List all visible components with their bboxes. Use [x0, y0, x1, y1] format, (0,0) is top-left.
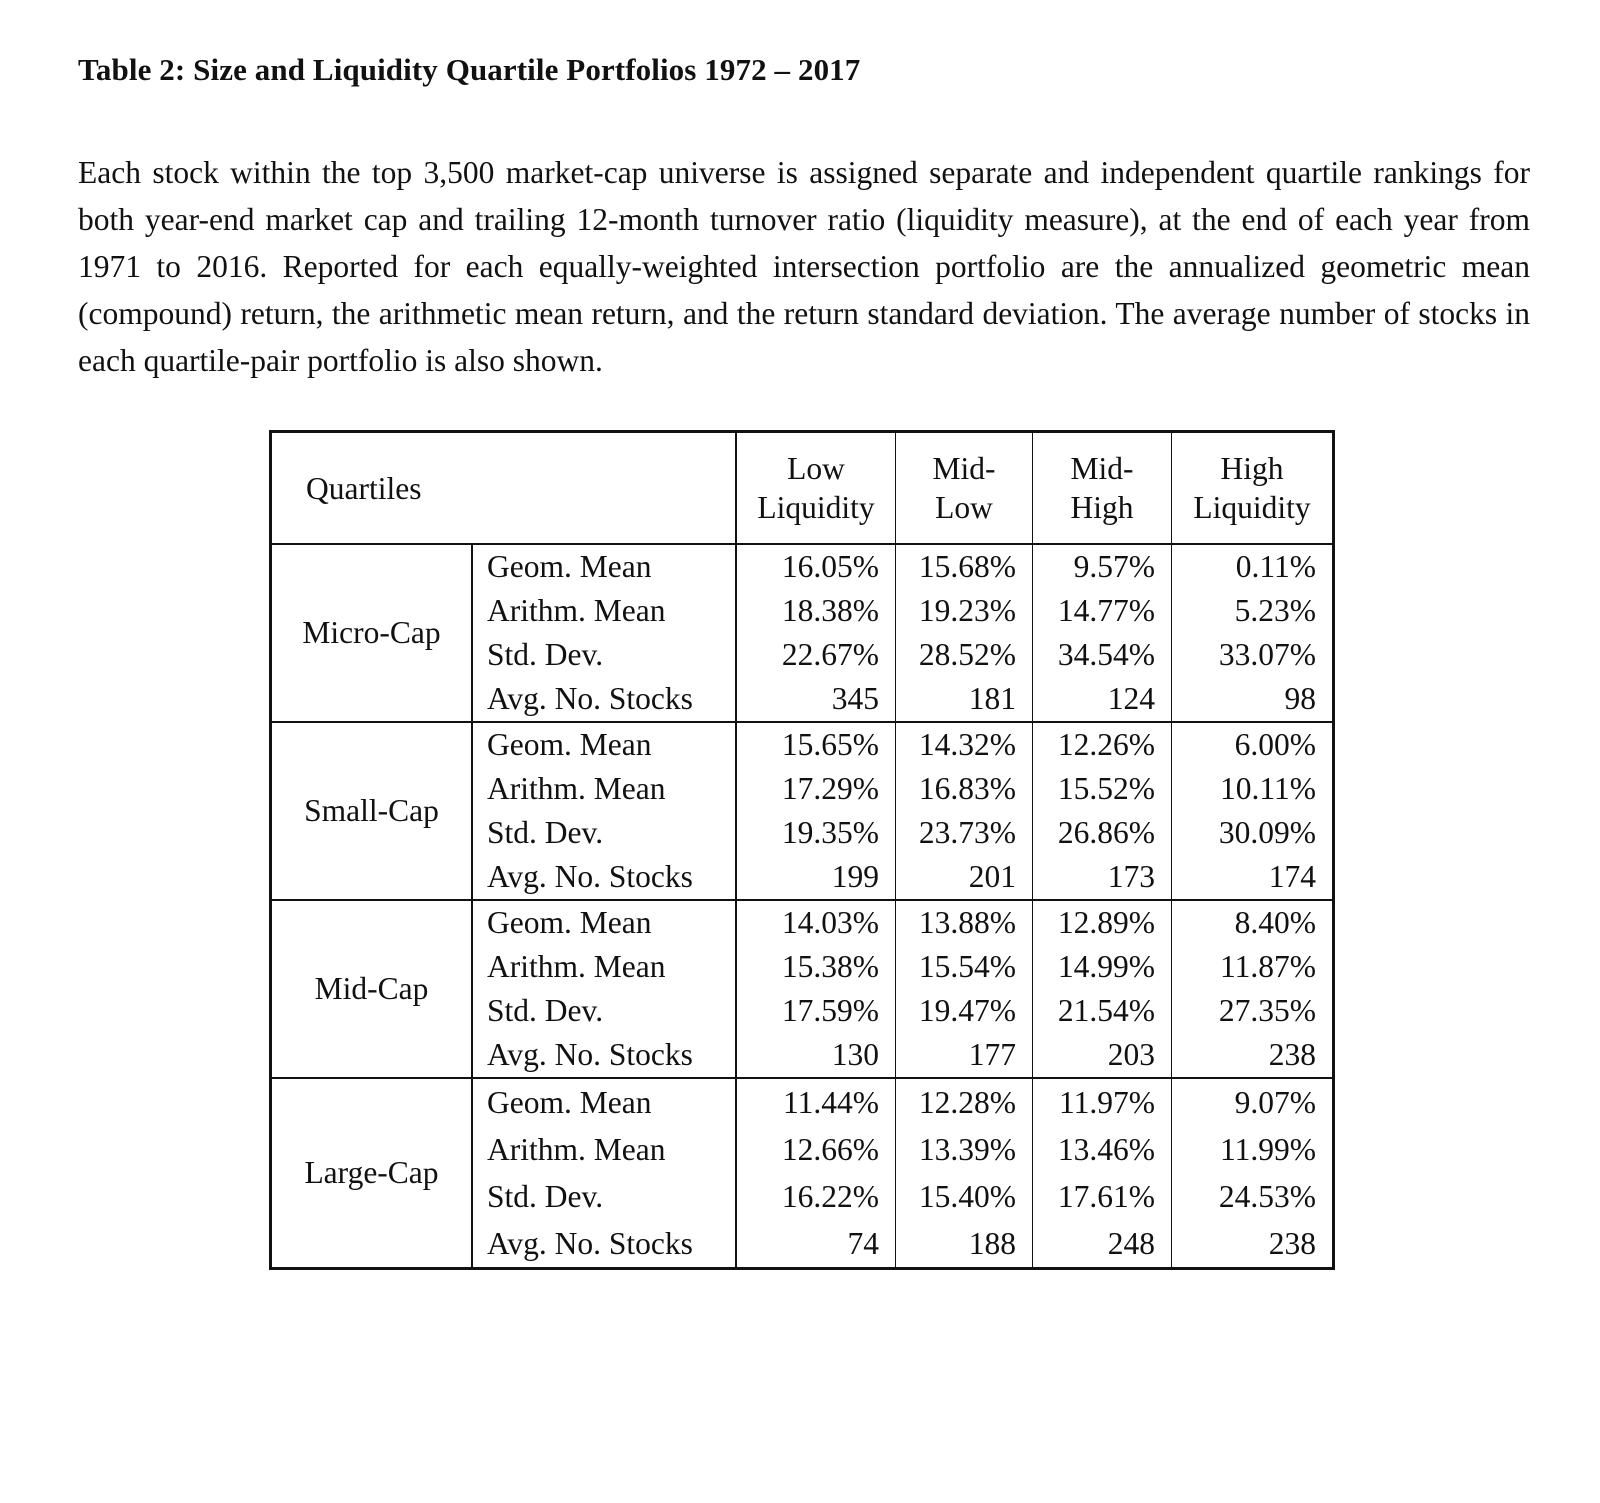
size-quartile-label: Small-Cap: [271, 722, 473, 900]
value-cell: 130: [736, 1033, 896, 1078]
value-cell: 17.61%: [1033, 1173, 1172, 1220]
col-header-line1: Mid-: [932, 451, 996, 486]
value-cell: 12.89%: [1033, 900, 1172, 945]
value-cell: 11.44%: [736, 1078, 896, 1126]
value-cell: 33.07%: [1172, 633, 1334, 677]
value-cell: 15.38%: [736, 945, 896, 989]
value-cell: 174: [1172, 855, 1334, 900]
quartile-table-container: [269, 430, 1335, 1270]
col-header-line2: Liquidity: [757, 490, 875, 525]
table-row: [271, 1078, 1334, 1126]
value-cell: 15.54%: [896, 945, 1033, 989]
value-cell: 74: [736, 1220, 896, 1269]
value-cell: 5.23%: [1172, 589, 1334, 633]
value-cell: 98: [1172, 677, 1334, 722]
value-cell: 17.59%: [736, 989, 896, 1033]
value-cell: 12.66%: [736, 1126, 896, 1173]
col-header-high-liquidity: [1172, 432, 1334, 545]
value-cell: 14.32%: [896, 722, 1033, 767]
col-header-line2: High: [1070, 490, 1134, 525]
value-cell: 22.67%: [736, 633, 896, 677]
size-quartile-label: Large-Cap: [271, 1078, 473, 1269]
quartiles-header-blank: [472, 432, 736, 545]
value-cell: 26.86%: [1033, 811, 1172, 855]
value-cell: 15.40%: [896, 1173, 1033, 1220]
stat-label: Avg. No. Stocks: [472, 855, 736, 900]
value-cell: 34.54%: [1033, 633, 1172, 677]
value-cell: 28.52%: [896, 633, 1033, 677]
stat-label: Arithm. Mean: [472, 589, 736, 633]
value-cell: 21.54%: [1033, 989, 1172, 1033]
value-cell: 201: [896, 855, 1033, 900]
value-cell: 9.57%: [1033, 544, 1172, 589]
table-row: [271, 722, 1334, 767]
col-header-line2: Liquidity: [1193, 490, 1311, 525]
value-cell: 345: [736, 677, 896, 722]
value-cell: 17.29%: [736, 767, 896, 811]
size-quartile-label: Mid-Cap: [271, 900, 473, 1078]
stat-label: Arithm. Mean: [472, 945, 736, 989]
value-cell: 30.09%: [1172, 811, 1334, 855]
value-cell: 173: [1033, 855, 1172, 900]
value-cell: 19.47%: [896, 989, 1033, 1033]
stat-label: Std. Dev.: [472, 633, 736, 677]
value-cell: 12.28%: [896, 1078, 1033, 1126]
col-header-line1: Low: [787, 451, 845, 486]
value-cell: 15.65%: [736, 722, 896, 767]
table-title: Table 2: Size and Liquidity Quartile Portfolios 1972 – 2017: [78, 52, 861, 87]
value-cell: 181: [896, 677, 1033, 722]
col-header-line1: High: [1220, 451, 1284, 486]
value-cell: 188: [896, 1220, 1033, 1269]
table-row: [271, 900, 1334, 945]
stat-label: Avg. No. Stocks: [472, 1033, 736, 1078]
value-cell: 12.26%: [1033, 722, 1172, 767]
value-cell: 13.46%: [1033, 1126, 1172, 1173]
value-cell: 9.07%: [1172, 1078, 1334, 1126]
value-cell: 8.40%: [1172, 900, 1334, 945]
value-cell: 24.53%: [1172, 1173, 1334, 1220]
value-cell: 16.05%: [736, 544, 896, 589]
stat-label: Geom. Mean: [472, 544, 736, 589]
value-cell: 238: [1172, 1220, 1334, 1269]
value-cell: 19.35%: [736, 811, 896, 855]
stat-label: Arithm. Mean: [472, 767, 736, 811]
stat-label: Std. Dev.: [472, 811, 736, 855]
stat-label: Avg. No. Stocks: [472, 1220, 736, 1269]
value-cell: 0.11%: [1172, 544, 1334, 589]
quartiles-header: Quartiles: [271, 432, 473, 545]
value-cell: 10.11%: [1172, 767, 1334, 811]
col-header-line1: Mid-: [1070, 451, 1134, 486]
table-body: [271, 544, 1334, 1269]
value-cell: 15.52%: [1033, 767, 1172, 811]
value-cell: 13.88%: [896, 900, 1033, 945]
stat-label: Geom. Mean: [472, 722, 736, 767]
stat-label: Std. Dev.: [472, 1173, 736, 1220]
value-cell: 15.68%: [896, 544, 1033, 589]
value-cell: 238: [1172, 1033, 1334, 1078]
value-cell: 11.99%: [1172, 1126, 1334, 1173]
quartile-table: [269, 430, 1335, 1270]
value-cell: 199: [736, 855, 896, 900]
col-header-mid-low: [896, 432, 1033, 545]
stat-label: Std. Dev.: [472, 989, 736, 1033]
table-header-row: [271, 432, 1334, 545]
stat-label: Geom. Mean: [472, 1078, 736, 1126]
stat-label: Geom. Mean: [472, 900, 736, 945]
value-cell: 18.38%: [736, 589, 896, 633]
value-cell: 16.83%: [896, 767, 1033, 811]
value-cell: 11.97%: [1033, 1078, 1172, 1126]
value-cell: 11.87%: [1172, 945, 1334, 989]
value-cell: 14.03%: [736, 900, 896, 945]
col-header-mid-high: [1033, 432, 1172, 545]
value-cell: 16.22%: [736, 1173, 896, 1220]
value-cell: 13.39%: [896, 1126, 1033, 1173]
value-cell: 124: [1033, 677, 1172, 722]
value-cell: 19.23%: [896, 589, 1033, 633]
col-header-line2: Low: [935, 490, 993, 525]
value-cell: 6.00%: [1172, 722, 1334, 767]
col-header-low-liquidity: [736, 432, 896, 545]
stat-label: Avg. No. Stocks: [472, 677, 736, 722]
value-cell: 23.73%: [896, 811, 1033, 855]
table-row: [271, 544, 1334, 589]
value-cell: 203: [1033, 1033, 1172, 1078]
value-cell: 27.35%: [1172, 989, 1334, 1033]
value-cell: 14.99%: [1033, 945, 1172, 989]
value-cell: 177: [896, 1033, 1033, 1078]
stat-label: Arithm. Mean: [472, 1126, 736, 1173]
size-quartile-label: Micro-Cap: [271, 544, 473, 722]
value-cell: 14.77%: [1033, 589, 1172, 633]
table-description: Each stock within the top 3,500 market-cap universe is assigned separate and independent quartile rankings for both year-end market cap and trailing 12-month turnover ratio (liquidity measure), at the end of each year from 1971 to 2016. Reported for each equally-weighted intersection portfolio are the annualized geometric mean (compound) return, the arithmetic mean return, and the return standard deviation. The average number of stocks in each quartile-pair portfolio is also shown.: [78, 155, 1530, 378]
value-cell: 248: [1033, 1220, 1172, 1269]
